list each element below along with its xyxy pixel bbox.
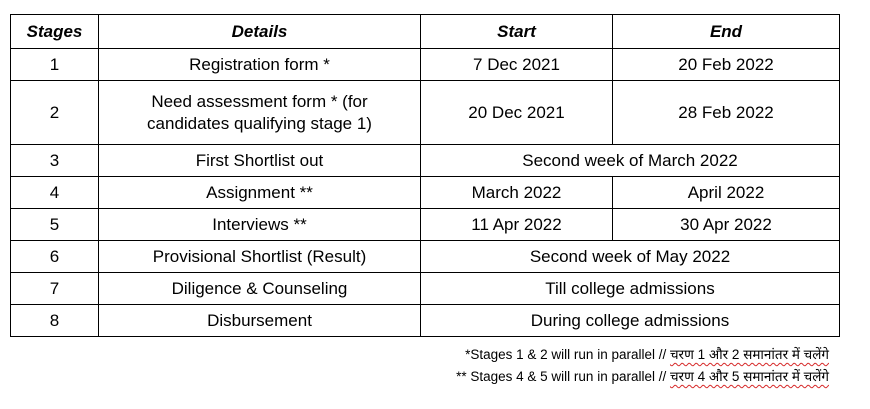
stage-number: 2 [11,81,99,145]
footnotes [456,344,829,388]
stage-number: 4 [11,177,99,209]
table-row [11,177,840,209]
stage-details: Registration form * [99,49,421,81]
stage-number: 8 [11,305,99,337]
footnote-text: ** Stages 4 & 5 will run in parallel // [456,369,670,384]
stage-end: 20 Feb 2022 [613,49,840,81]
table-row [11,81,840,145]
header-end: End [613,15,840,49]
table-row [11,145,840,177]
stage-details [99,81,421,145]
stage-details: First Shortlist out [99,145,421,177]
stage-end: 28 Feb 2022 [613,81,840,145]
stage-details: Disbursement [99,305,421,337]
header-details: Details [99,15,421,49]
stage-end: 30 Apr 2022 [613,209,840,241]
stage-number: 1 [11,49,99,81]
stage-details-line: candidates qualifying stage 1) [147,113,372,133]
table-row [11,273,840,305]
footnote-stages-1-2 [456,344,829,366]
stage-start: 20 Dec 2021 [421,81,613,145]
stage-number: 3 [11,145,99,177]
stage-timeframe: Second week of May 2022 [421,241,840,273]
footnote-hindi-text: चरण 1 और 2 समानांतर में चलेंगे [669,347,829,362]
footnote-hindi-text: चरण 4 और 5 समानांतर में चलेंगे [669,369,829,384]
header-stages: Stages [11,15,99,49]
table-row [11,49,840,81]
stage-timeframe: Second week of March 2022 [421,145,840,177]
table-row [11,241,840,273]
stage-number: 5 [11,209,99,241]
table-row [11,305,840,337]
stage-end: April 2022 [613,177,840,209]
stage-start: 7 Dec 2021 [421,49,613,81]
footnote-stages-4-5 [456,366,829,388]
stage-details: Diligence & Counseling [99,273,421,305]
table-row [11,209,840,241]
table-header-row [11,15,840,49]
stage-details-line: Need assessment form * (for [151,91,368,111]
stage-timeframe: Till college admissions [421,273,840,305]
stages-table [10,14,840,337]
footnote-text: *Stages 1 & 2 will run in parallel // [465,347,670,362]
stage-number: 7 [11,273,99,305]
stage-details: Provisional Shortlist (Result) [99,241,421,273]
stage-details: Assignment ** [99,177,421,209]
stage-number: 6 [11,241,99,273]
stage-details: Interviews ** [99,209,421,241]
stage-start: 11 Apr 2022 [421,209,613,241]
stage-start: March 2022 [421,177,613,209]
header-start: Start [421,15,613,49]
stage-timeframe: During college admissions [421,305,840,337]
